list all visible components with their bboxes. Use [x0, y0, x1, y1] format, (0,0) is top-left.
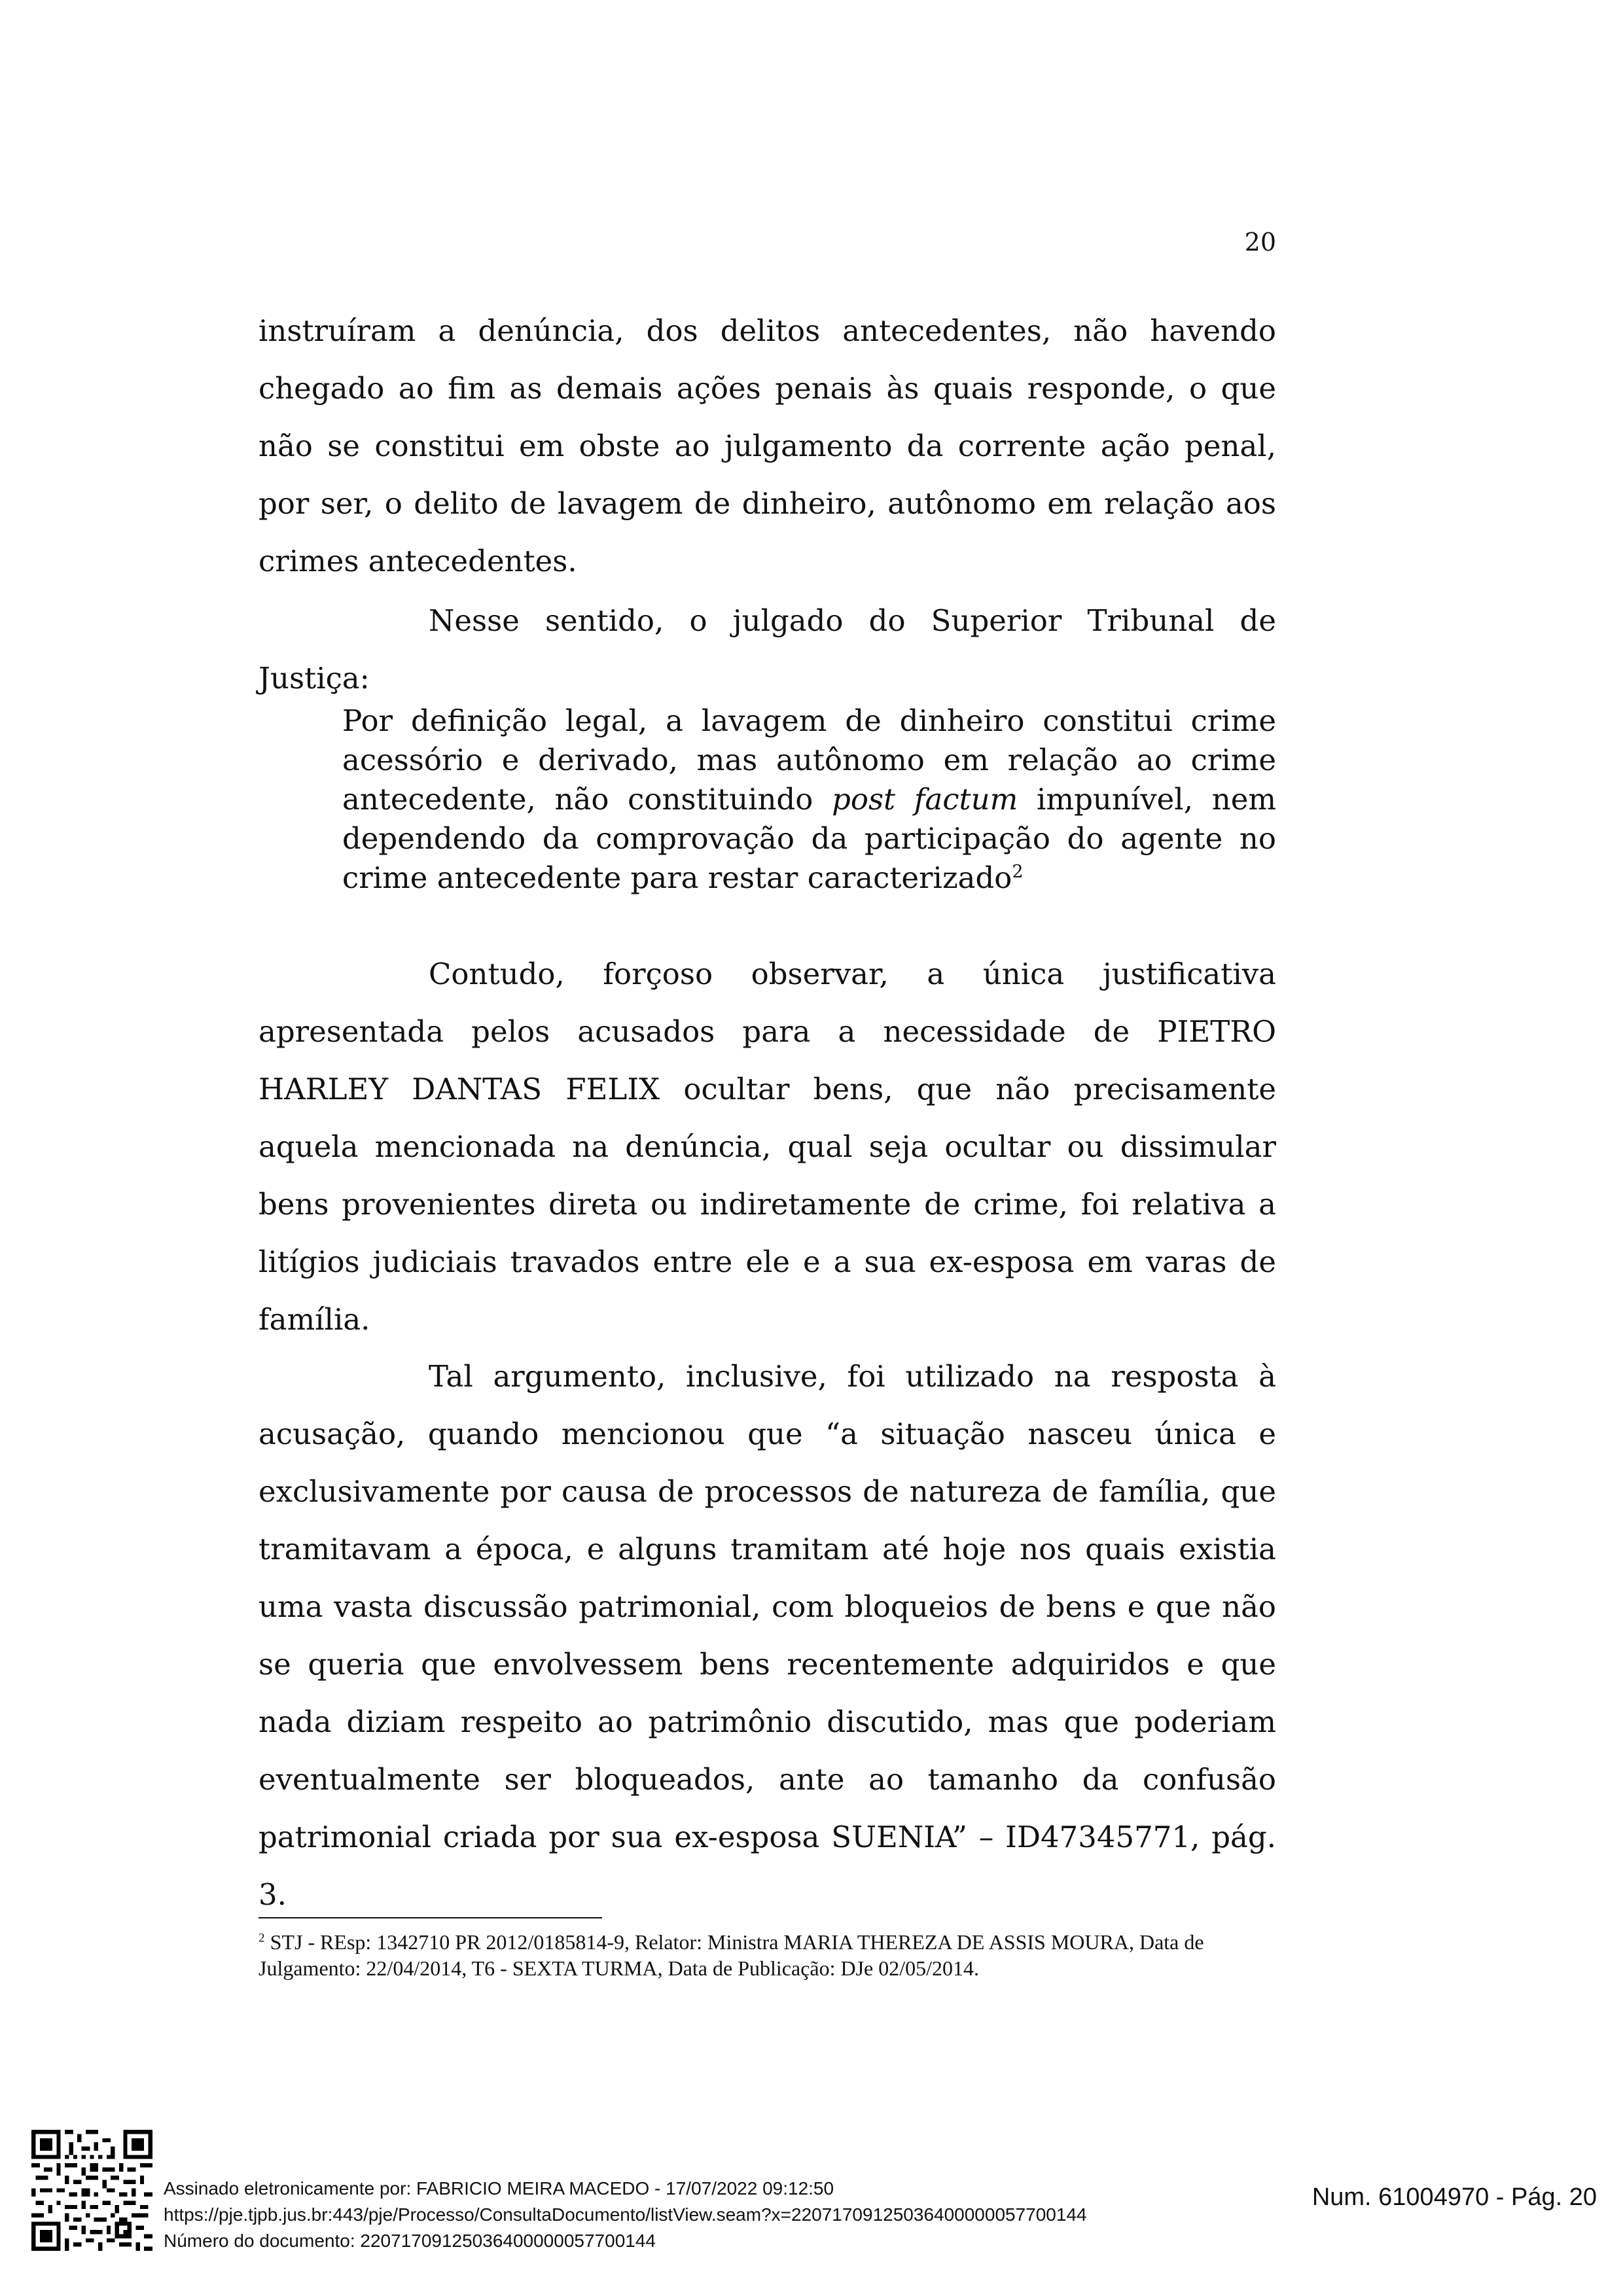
paragraph-argument: Tal argumento, inclusive, foi utilizado na resposta à acusação, quando mencionou que “a situação nasceu única e exclusivamente por causa de processos de natureza de família, que tramitavam a época, e alguns tramitam até hoje nos quais existia uma vasta discussão patrimonial, com bloqueios de bens e que não se queria que envolvessem bens recentemente adquiridos e que nada diziam respeito ao patrimônio discutido, mas que poderiam eventualmente ser bloqueados, ante ao tamanho da confusão patrimonial criada por sua ex-esposa SUENIA” – ID47345771, pág. 3.	[259, 1359, 1276, 1912]
paragraph-justification: Contudo, forçoso observar, a única justificativa apresentada pelos acusados para a necessidade de PIETRO HARLEY DANTAS FELIX ocultar bens, que não precisamente aquela mencionada na denúncia, qual seja ocultar ou dissimular bens provenientes direta ou indiretamente de crime, foi relativa a litígios judiciais travados entre ele e a sua ex-esposa em varas de família.	[259, 957, 1276, 1337]
quote-italic-term: post factum	[832, 782, 1018, 817]
signed-by-line: Assinado eletronicamente por: FABRICIO MEIRA MACEDO - 17/07/2022 09:12:50	[164, 2178, 834, 2199]
paragraph-intro-quote: Nesse sentido, o julgado do Superior Tribunal de Justiça:	[259, 603, 1276, 696]
block-quote	[342, 701, 1276, 898]
page-number: 20	[1244, 228, 1276, 256]
signature-info	[164, 2176, 1087, 2254]
quote-text-start: Por definição legal, a lavagem de dinheiro constitui crime acessório e derivado, mas autônomo em relação ao crime antecedente, não constituindo	[342, 703, 1276, 817]
qr-code-icon	[31, 2130, 152, 2251]
num-page-label: Num. 61004970 - Pág. 20	[1311, 2183, 1597, 2211]
signature-footer	[0, 2130, 1623, 2261]
footnote-marker: 2	[259, 1931, 265, 1945]
quote-text-end: impunível, nem dependendo da comprovação da participação do agente no crime antecedente para restar caracterizado	[342, 782, 1277, 895]
document-number-line: Número do documento: 22071709125036400000057700144	[164, 2231, 656, 2251]
paragraph-continuation: instruíram a denúncia, dos delitos antecedentes, não havendo chegado ao fim as demais ações penais às quais responde, o que não se constitui em obste ao julgamento da corrente ação penal, por ser, o delito de lavagem de dinheiro, autônomo em relação aos crimes antecedentes.	[259, 313, 1276, 578]
footnote-separator	[259, 1917, 602, 1918]
document-url[interactable]: https://pje.tjpb.jus.br:443/pje/Processo/ConsultaDocumento/listView.seam?x=22071709125036400000057700144	[164, 2204, 1087, 2225]
footnote-reference[interactable]: 2	[1012, 862, 1024, 882]
footnote	[259, 1929, 1276, 1981]
footnote-text: STJ - REsp: 1342710 PR 2012/0185814-9, Relator: Ministra MARIA THEREZA DE ASSIS MOURA, Data de Julgamento: 22/04/2014, T6 - SEXTA TURMA, Data de Publicação: DJe 02/05/2014.	[259, 1930, 1204, 1980]
